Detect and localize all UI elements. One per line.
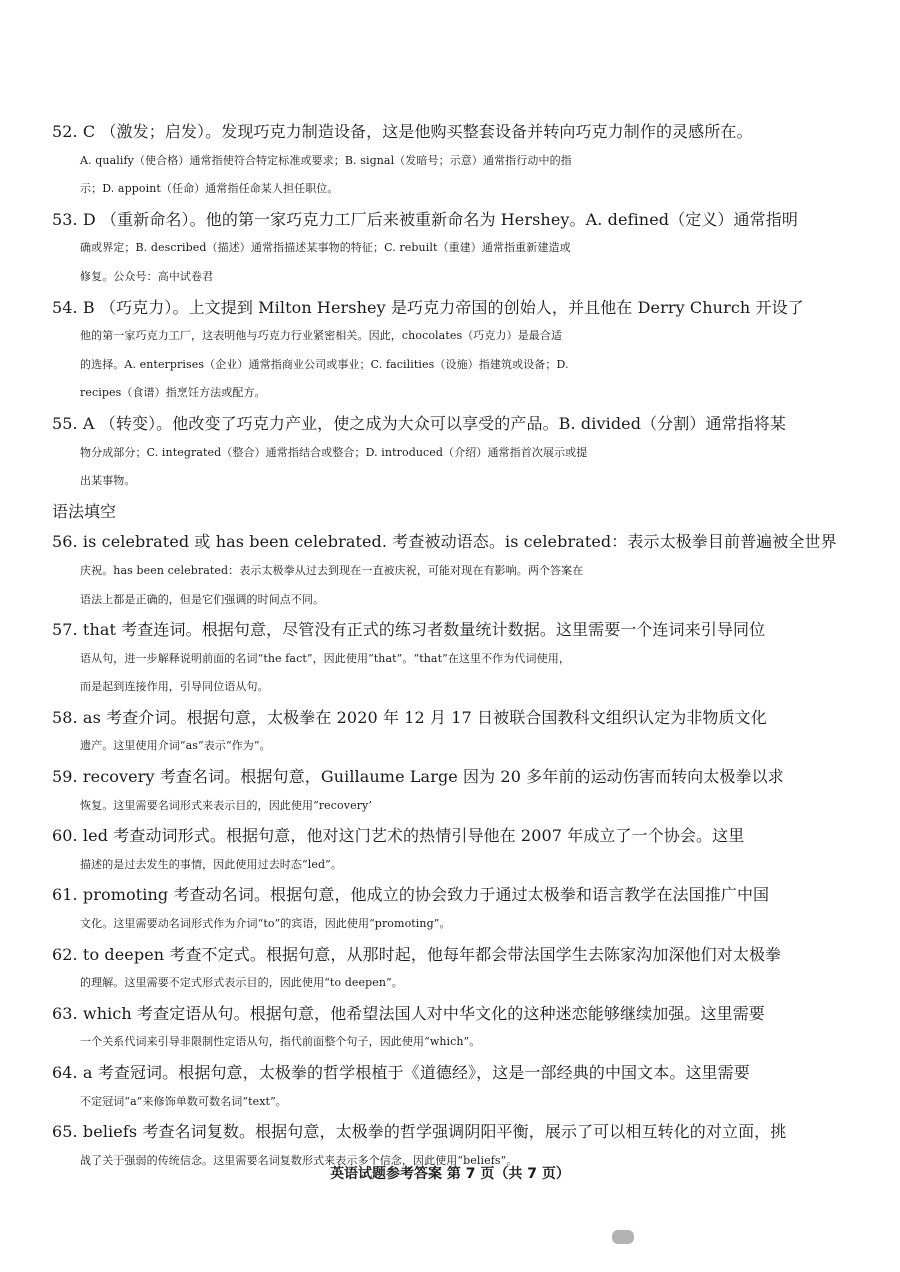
answer-line: 物分成部分；C. integrated（整合）通常指结合或整合；D. introduced（介绍）通常指首次展示或提 <box>80 445 588 459</box>
answer-line: 遗产。这里使用介词“as”表示“作为”。 <box>80 739 271 753</box>
answer-line: 文化。这里需要动名词形式作为介词“to”的宾语，因此使用“promoting”。 <box>80 917 451 931</box>
answer-first-line: 62. to deepen 考查不定式。根据句意，从那时起，他每年都会带法国学生去陈家沟加深他们对太极拳 <box>52 944 782 964</box>
answer-first-line: 60. led 考查动词形式。根据句意，他对这门艺术的热情引导他在 2007 年成立了一个协会。这里 <box>52 826 745 846</box>
answer-item <box>52 294 852 408</box>
answer-line: 战了关于强弱的传统信念。这里需要名词复数形式来表示多个信念，因此使用“beliefs”。 <box>80 1153 518 1167</box>
answer-line: 确或界定；B. described（描述）通常指描述某事物的特征；C. rebuilt（重建）通常指重新建造或 <box>80 241 571 255</box>
answer-first-line: 53. D （重新命名）。他的第一家巧克力工厂后来被重新命名为 Hershey。A. defined（定义）通常指明 <box>52 209 798 229</box>
section-title: 语法填空 <box>52 501 117 521</box>
answer-first-line: 61. promoting 考查动名词。根据句意，他成立的协会致力于通过太极拳和语言教学在法国推广中国 <box>52 885 770 905</box>
answer-item <box>52 704 852 761</box>
answer-line: 的理解。这里需要不定式形式表示目的，因此使用“to deepen”。 <box>80 976 403 990</box>
answer-line: A. qualify（使合格）通常指使符合特定标准或要求；B. signal（发暗号；示意）通常指行动中的指 <box>80 153 572 167</box>
answer-line: 出某事物。 <box>80 474 136 488</box>
answer-content <box>52 118 852 1177</box>
answer-item <box>52 822 852 879</box>
answer-item <box>52 616 852 702</box>
answer-first-line: 57. that 考查连词。根据句意，尽管没有正式的练习者数量统计数据。这里需要一个连词来引导同位 <box>52 620 766 640</box>
answer-line: 的选择。A. enterprises（企业）通常指商业公司或事业；C. facilities（设施）指建筑或设备；D. <box>80 357 569 371</box>
answer-item <box>52 881 852 938</box>
answer-item <box>52 410 852 496</box>
answer-line: 不定冠词“a”来修饰单数可数名词“text”。 <box>80 1094 287 1108</box>
grammar-answers <box>52 528 852 1175</box>
answer-first-line: 63. which 考查定语从句。根据句意，他希望法国人对中华文化的这种迷恋能够继续加强。这里需要 <box>52 1003 765 1023</box>
answer-item <box>52 941 852 998</box>
answer-line: 一个关系代词来引导非限制性定语从句，指代前面整个句子，因此使用“which”。 <box>80 1035 481 1049</box>
answer-line: recipes（食谱）指烹饪方法或配方。 <box>80 386 266 400</box>
answer-line: 语从句，进一步解释说明前面的名词“the fact”，因此使用“that”。“that”在这里不作为代词使用， <box>80 651 570 665</box>
page-footer: 英语试题参考答案 第 7 页（共 7 页） <box>330 1166 570 1182</box>
answer-item <box>52 763 852 820</box>
answer-first-line: 64. a 考查冠词。根据句意，太极拳的哲学根植于《道德经》，这是一部经典的中国文本。这里需要 <box>52 1063 750 1082</box>
answer-item <box>52 1000 852 1057</box>
answer-first-line: 56. is celebrated 或 has been celebrated. 考查被动语态。is celebrated：表示太极拳目前普遍被全世界 <box>52 532 837 552</box>
answer-line: 描述的是过去发生的事情，因此使用过去时态“led”。 <box>80 857 342 871</box>
answer-first-line: 55. A （转变）。他改变了巧克力产业，使之成为大众可以享受的产品。B. divided（分割）通常指将某 <box>52 413 786 433</box>
answer-item <box>52 118 852 204</box>
answer-first-line: 65. beliefs 考查名词复数。根据句意，太极拳的哲学强调阴阳平衡，展示了可以相互转化的对立面，挑 <box>52 1122 787 1142</box>
answer-line: 语法上都是正确的，但是它们强调的时间点不同。 <box>80 592 325 606</box>
answer-first-line: 59. recovery 考查名词。根据句意，Guillaume Large 因为 20 多年前的运动伤害而转向太极拳以求 <box>52 767 784 787</box>
scan-mark-icon <box>612 1230 634 1244</box>
answer-first-line: 58. as 考查介词。根据句意，太极拳在 2020 年 12 月 17 日被联合国教科文组织认定为非物质文化 <box>52 707 767 727</box>
answer-line: 恢复。这里需要名词形式来表示目的，因此使用“recovery’ <box>80 798 372 812</box>
answer-line: 庆祝。has been celebrated：表示太极拳从过去到现在一直被庆祝，可能对现在有影响。两个答案在 <box>80 563 584 577</box>
answer-first-line: 52. C （激发；启发）。发现巧克力制造设备，这是他购买整套设备并转向巧克力制作的灵感所在。 <box>52 122 753 141</box>
answer-line: 他的第一家巧克力工厂，这表明他与巧克力行业紧密相关。因此，chocolates（巧克力）是最合适 <box>80 329 563 343</box>
answer-line: 示；D. appoint（任命）通常指任命某人担任职位。 <box>80 182 339 196</box>
answer-item <box>52 206 852 292</box>
reading-answers <box>52 118 852 496</box>
answer-item <box>52 528 852 614</box>
answer-first-line: 54. B （巧克力）。上文提到 Milton Hershey 是巧克力帝国的创始人，并且他在 Derry Church 开设了 <box>52 297 804 317</box>
answer-item <box>52 1059 852 1116</box>
answer-line: 而是起到连接作用，引导同位语从句。 <box>80 680 269 694</box>
answer-line: 修复。公众号：高中试卷君 <box>80 269 214 283</box>
